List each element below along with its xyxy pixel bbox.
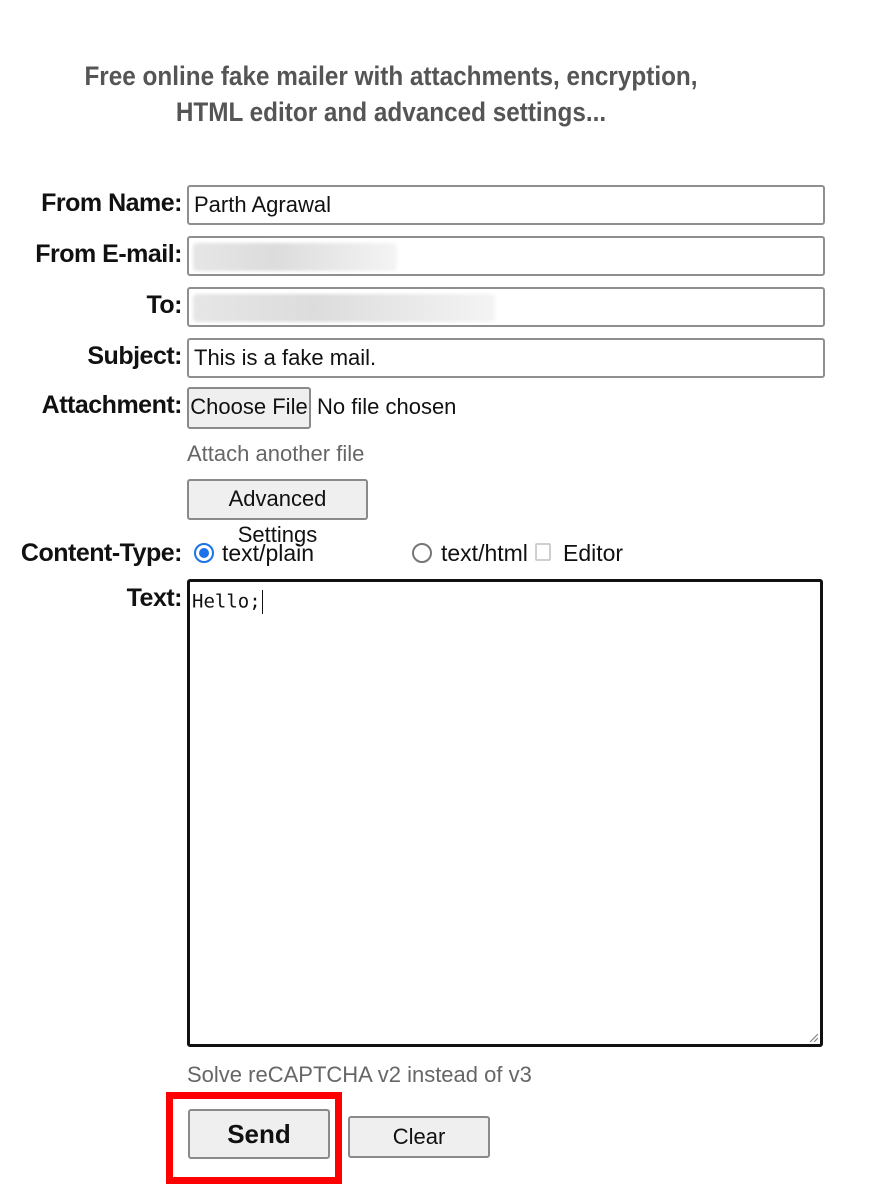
from-email-label: From E-mail:	[35, 240, 182, 268]
from-name-label: From Name:	[41, 189, 182, 217]
to-input[interactable]	[187, 287, 825, 327]
attach-another-file-link[interactable]: Attach another file	[187, 441, 365, 466]
editor-label: Editor	[563, 540, 624, 566]
subject-value: This is a fake mail.	[194, 345, 377, 370]
page-tagline	[39, 58, 743, 130]
text-caret	[262, 590, 263, 614]
attachment-label: Attachment:	[41, 391, 182, 419]
from-email-input[interactable]	[187, 236, 825, 276]
from-name-value: Parth Agrawal	[194, 192, 331, 217]
subject-label: Subject:	[87, 342, 182, 370]
radio-text-plain[interactable]	[194, 543, 214, 563]
message-textarea[interactable]	[187, 579, 823, 1047]
editor-checkbox[interactable]	[535, 543, 551, 561]
content-type-label: Content-Type:	[20, 539, 182, 567]
redacted-to-blur	[193, 294, 495, 322]
to-label: To:	[146, 291, 182, 319]
advanced-settings-button[interactable]: Advanced Settings	[187, 479, 368, 520]
file-status: No file chosen	[317, 394, 457, 419]
send-button[interactable]: Send	[188, 1109, 330, 1159]
choose-file-button[interactable]: Choose File	[187, 387, 311, 429]
clear-button[interactable]: Clear	[348, 1116, 490, 1158]
resize-grip-icon[interactable]	[808, 1032, 818, 1042]
text-label: Text:	[126, 584, 182, 612]
radio-text-html[interactable]	[412, 543, 432, 563]
recaptcha-v2-link[interactable]: Solve reCAPTCHA v2 instead of v3	[187, 1062, 532, 1087]
text-plain-label: text/plain	[222, 540, 315, 566]
message-text: Hello;	[192, 590, 261, 613]
from-name-input[interactable]	[187, 185, 825, 225]
text-html-label: text/html	[441, 540, 528, 566]
send-highlight-box	[166, 1092, 342, 1184]
subject-input[interactable]	[187, 338, 825, 378]
tagline-line-1: Free online fake mailer with attachments, encryption,	[84, 61, 698, 91]
redacted-email-blur	[193, 243, 397, 271]
tagline-line-2: HTML editor and advanced settings...	[175, 97, 607, 127]
